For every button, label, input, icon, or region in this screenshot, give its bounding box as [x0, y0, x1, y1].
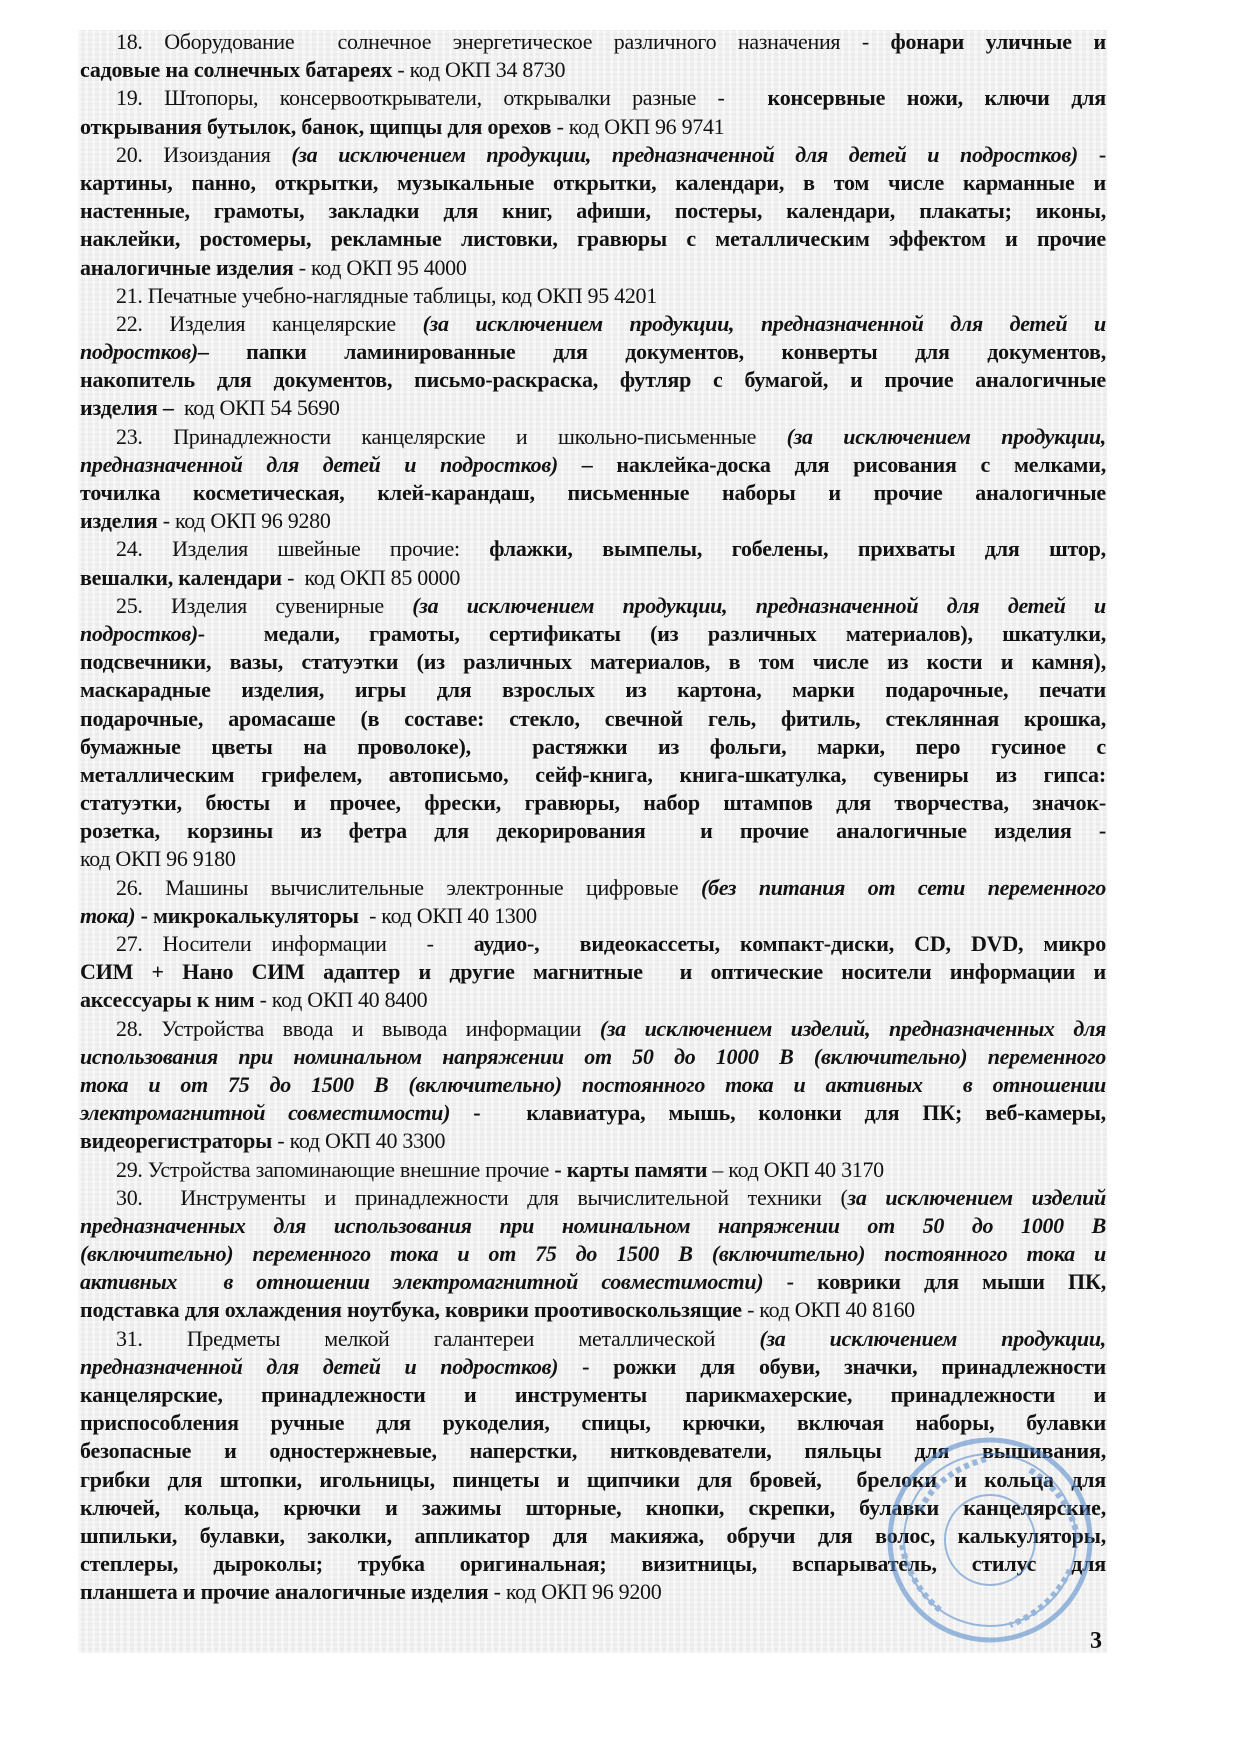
list-item-paragraph [80, 141, 1106, 282]
list-item-paragraph [80, 1156, 1106, 1184]
list-item-paragraph [80, 930, 1106, 1015]
product-list-text: - рожки для обуви, значки, принадлежности [558, 1353, 1106, 1379]
page-number: 3 [1090, 1628, 1102, 1654]
text-line [80, 1240, 1106, 1268]
category-text: - код ОКП 96 9280 [157, 508, 331, 534]
category-text: 24. Изделия швейные прочие: [116, 536, 490, 562]
product-list-text: аудио-, видеокассеты, компакт-диски, CD, DVD, микро [473, 931, 1107, 956]
text-line [80, 1184, 1106, 1212]
product-list-text: - коврики для мыши ПК, [763, 1269, 1106, 1295]
text-line [80, 56, 1106, 84]
text-line [80, 930, 1106, 958]
text-line [80, 676, 1106, 704]
text-line [80, 845, 1106, 873]
product-list-text: канцелярские, принадлежности и инструменты парикмахерские, принадлежности и [80, 1382, 1106, 1407]
product-list-text: видеорегистраторы [80, 1128, 273, 1154]
product-list-text: безопасные и одностержневые, наперстки, нитковдеватели, пяльцы для вышивания, [80, 1438, 1106, 1464]
list-item-paragraph [80, 592, 1106, 874]
list-item-paragraph [80, 1015, 1106, 1156]
text-line [80, 310, 1106, 338]
text-line [80, 761, 1106, 789]
product-list-text: шпильки, булавки, заколки, аппликатор для макияжа, обручи для волос, калькуляторы, [80, 1522, 1106, 1548]
list-item-paragraph [80, 84, 1106, 140]
category-text: 23. Принадлежности канцелярские и школьно-письменные [116, 423, 787, 449]
product-list-text: настенные, грамоты, закладки для книг, афиши, постеры, календари, плакаты; иконы, [80, 198, 1106, 224]
text-line [80, 1127, 1106, 1155]
text-line [80, 1409, 1106, 1437]
text-line [80, 1494, 1106, 1522]
text-line [80, 423, 1106, 451]
category-text: - код ОКП 96 9741 [551, 113, 725, 139]
product-list-text: статуэтки, бюсты и прочее, фрески, гравюры, набор штампов для творчества, значок- [80, 790, 1106, 816]
text-line [80, 394, 1106, 422]
text-line [80, 28, 1106, 56]
product-list-text: металлическим грифелем, автописьмо, сейф-книга, книга-шкатулка, сувениры из гипса: [80, 761, 1106, 787]
product-list-text: подарочные, аромасаше (в составе: стекло, свечной гель, фитиль, стеклянная крошка, [80, 705, 1106, 731]
product-list-text: наклейки, ростомеры, рекламные листовки, гравюры с металлическим эффектом и прочие [80, 226, 1106, 252]
product-list-text: грибки для штопки, игольницы, пинцеты и щипчики для бровей, брелоки и кольца для [80, 1466, 1106, 1492]
text-line [80, 535, 1106, 563]
document-body [80, 28, 1106, 1607]
exclusion-note-text: активных в отношении электромагнитной совместимости) [80, 1269, 764, 1295]
text-line [80, 338, 1106, 366]
product-list-text: аналогичные изделия [80, 254, 294, 280]
product-list-text: - [1077, 141, 1106, 167]
product-list-text: – папки ламинированные для документов, конверты для документов, [197, 339, 1106, 365]
product-list-text: консервные ножи, ключи для [767, 85, 1106, 111]
exclusion-note-text: (за исключением изделий, предназначенных для [599, 1015, 1106, 1041]
text-line [80, 1071, 1106, 1099]
exclusion-note-text: подростков) [80, 339, 198, 365]
text-line [80, 902, 1106, 930]
exclusion-note-text: (за исключением продукции, предназначенной для детей и [412, 592, 1106, 618]
text-line [80, 1381, 1106, 1409]
text-line [80, 141, 1106, 169]
exclusion-note-text: за исключением изделий [847, 1184, 1106, 1210]
exclusion-note-text: тока) [80, 902, 136, 928]
product-list-text: - клавиатура, мышь, колонки для ПК; веб-камеры, [450, 1100, 1106, 1126]
text-line [80, 1268, 1106, 1296]
exclusion-note-text: предназначенной для детей и подростков) [80, 451, 558, 477]
text-line [80, 1437, 1106, 1465]
list-item-paragraph [80, 535, 1106, 591]
category-text: - код ОКП 34 8730 [392, 57, 566, 83]
product-list-text: изделия – [80, 395, 174, 421]
product-list-text: СИМ + Нано СИМ адаптер и другие магнитные и оптические носители информации и [80, 959, 1106, 985]
category-text: 26. Машины вычислительные электронные цифровые [116, 874, 701, 900]
exclusion-note-text: (включительно) переменного тока и от 75 до 1500 В (включительно) постоянного тока и [80, 1241, 1106, 1267]
text-line [80, 366, 1106, 394]
text-line [80, 479, 1106, 507]
category-text: 19. Штопоры, консервооткрыватели, открывалки разные - [116, 85, 768, 111]
text-line [80, 197, 1106, 225]
text-line [80, 1296, 1106, 1324]
category-text: 25. Изделия сувенирные [116, 592, 413, 618]
text-line [80, 817, 1106, 845]
text-line [80, 1015, 1106, 1043]
product-list-text: изделия [80, 508, 158, 534]
text-line [80, 1550, 1106, 1578]
list-item-paragraph [80, 310, 1106, 423]
category-text: - код ОКП 40 8160 [741, 1297, 915, 1323]
category-text: 20. Изоиздания [116, 141, 292, 167]
exclusion-note-text: (за исключением продукции, предназначенной для детей и [422, 310, 1106, 336]
text-line [80, 592, 1106, 620]
text-line [80, 1212, 1106, 1240]
product-list-text: степлеры, дыроколы; трубка оригинальная; визитницы, вспарыватель, стилус для [80, 1551, 1106, 1577]
product-list-text: садовые на солнечных батареях [80, 57, 393, 83]
product-list-text: медали, грамоты, сертификаты (из различных материалов), шкатулки, [204, 620, 1106, 646]
category-text: - код ОКП 40 1300 [358, 902, 537, 928]
product-list-text: подсвечники, вазы, статуэтки (из различных материалов, в том числе из кости и камня), [80, 649, 1106, 675]
text-line [80, 1325, 1106, 1353]
list-item-paragraph [80, 282, 1106, 310]
exclusion-note-text: использования при номинальном напряжении от 50 до 1000 В (включительно) переменного [80, 1043, 1106, 1069]
exclusion-note-text: (за исключением продукции, [786, 423, 1106, 449]
text-line [80, 648, 1106, 676]
product-list-text: открывания бутылок, банок, щипцы для орехов [80, 113, 552, 139]
product-list-text: накопитель для документов, письмо-раскраска, футляр с бумагой, и прочие аналогичные [80, 367, 1106, 393]
list-item-paragraph [80, 28, 1106, 84]
exclusion-note-text: предназначенной для детей и подростков) [80, 1353, 559, 1379]
product-list-text: флажки, вымпелы, гобелены, прихваты для штор, [489, 536, 1106, 562]
text-line [80, 1466, 1106, 1494]
text-line [80, 733, 1106, 761]
product-list-text: - микрокалькуляторы [135, 902, 359, 928]
text-line [80, 254, 1106, 282]
text-line [80, 1353, 1106, 1381]
product-list-text: – наклейка-доска для рисования с мелками, [557, 451, 1106, 477]
category-text: 22. Изделия канцелярские [116, 310, 423, 336]
text-line [80, 986, 1106, 1014]
text-line [80, 705, 1106, 733]
text-line [80, 874, 1106, 902]
category-text: 18. Оборудование солнечное энергетическое различного назначения - [116, 29, 891, 54]
product-list-text: приспособления ручные для рукоделия, спицы, крючки, включая наборы, булавки [80, 1410, 1106, 1436]
product-list-text: картины, панно, открытки, музыкальные открытки, календари, в том числе карманные и [80, 169, 1106, 195]
text-line [80, 564, 1106, 592]
exclusion-note-text: (без питания от сети переменного [700, 874, 1106, 900]
category-text: - код ОКП 85 0000 [281, 564, 461, 590]
text-line [80, 451, 1106, 479]
product-list-text: фонари уличные и [890, 29, 1107, 54]
text-line [80, 1522, 1106, 1550]
exclusion-note-text: (за исключением продукции, [759, 1325, 1106, 1351]
list-item-paragraph [80, 1325, 1106, 1607]
text-line [80, 1043, 1106, 1071]
text-line [80, 620, 1106, 648]
text-line [80, 1578, 1106, 1606]
text-line [80, 225, 1106, 253]
text-line [80, 507, 1106, 535]
category-text: 21. Печатные учебно-наглядные таблицы, код ОКП 95 4201 [116, 282, 657, 308]
category-text: 30. Инструменты и принадлежности для вычислительной техники ( [116, 1184, 848, 1210]
product-list-text: ключей, кольца, крючки и зажимы шторные, кнопки, скрепки, булавки канцелярские, [80, 1494, 1106, 1520]
category-text: – код ОКП 40 3170 [707, 1156, 884, 1182]
product-list-text: бумажные цветы на проволоке), растяжки из фольги, марки, перо гусиное с [80, 733, 1106, 759]
product-list-text: розетка, корзины из фетра для декорирования и прочие аналогичные изделия - [80, 818, 1106, 844]
product-list-text: планшета и прочие аналогичные изделия [80, 1579, 489, 1605]
product-list-text: точилка косметическая, клей-карандаш, письменные наборы и прочие аналогичные [80, 480, 1106, 505]
category-text: код ОКП 54 5690 [173, 395, 340, 421]
product-list-text: подставка для охлаждения ноутбука, коврики проотивоскользящие [80, 1297, 742, 1323]
product-list-text: вешалки, календари [80, 564, 282, 590]
category-text: - код ОКП 40 8400 [254, 987, 428, 1013]
category-text: 27. Носители информации - [116, 931, 474, 956]
exclusion-note-text: электромагнитной совместимости) [80, 1100, 451, 1126]
exclusion-note-text: тока и от 75 до 1500 В (включительно) постоянного тока и активных в отношении [80, 1071, 1106, 1097]
category-text: - код ОКП 95 4000 [293, 254, 467, 280]
category-text: 29. Устройства запоминающие внешние прочие [116, 1156, 555, 1182]
category-text: - код ОКП 96 9200 [488, 1579, 662, 1605]
text-line [80, 169, 1106, 197]
text-line [80, 1156, 1106, 1184]
text-line [80, 789, 1106, 817]
text-line [80, 282, 1106, 310]
product-list-text: маскарадные изделия, игры для взрослых из картона, марки подарочные, печати [80, 677, 1106, 703]
exclusion-note-text: предназначенных для использования при номинальном напряжении от 50 до 1000 В [80, 1212, 1106, 1238]
category-text: 31. Предметы мелкой галантереи металлической [116, 1325, 760, 1351]
text-line [80, 113, 1106, 141]
product-list-text: - карты памяти [554, 1156, 708, 1182]
product-list-text: аксессуары к ним [80, 987, 255, 1013]
category-text: 28. Устройства ввода и вывода информации [116, 1015, 600, 1041]
category-text: код ОКП 96 9180 [80, 846, 236, 872]
list-item-paragraph [80, 1184, 1106, 1325]
list-item-paragraph [80, 423, 1106, 536]
exclusion-note-text: подростков)- [80, 620, 205, 646]
text-line [80, 84, 1106, 112]
text-line [80, 1099, 1106, 1127]
text-line [80, 958, 1106, 986]
category-text: - код ОКП 40 3300 [272, 1128, 446, 1154]
list-item-paragraph [80, 874, 1106, 930]
exclusion-note-text: (за исключением продукции, предназначенной для детей и подростков) [291, 141, 1078, 167]
